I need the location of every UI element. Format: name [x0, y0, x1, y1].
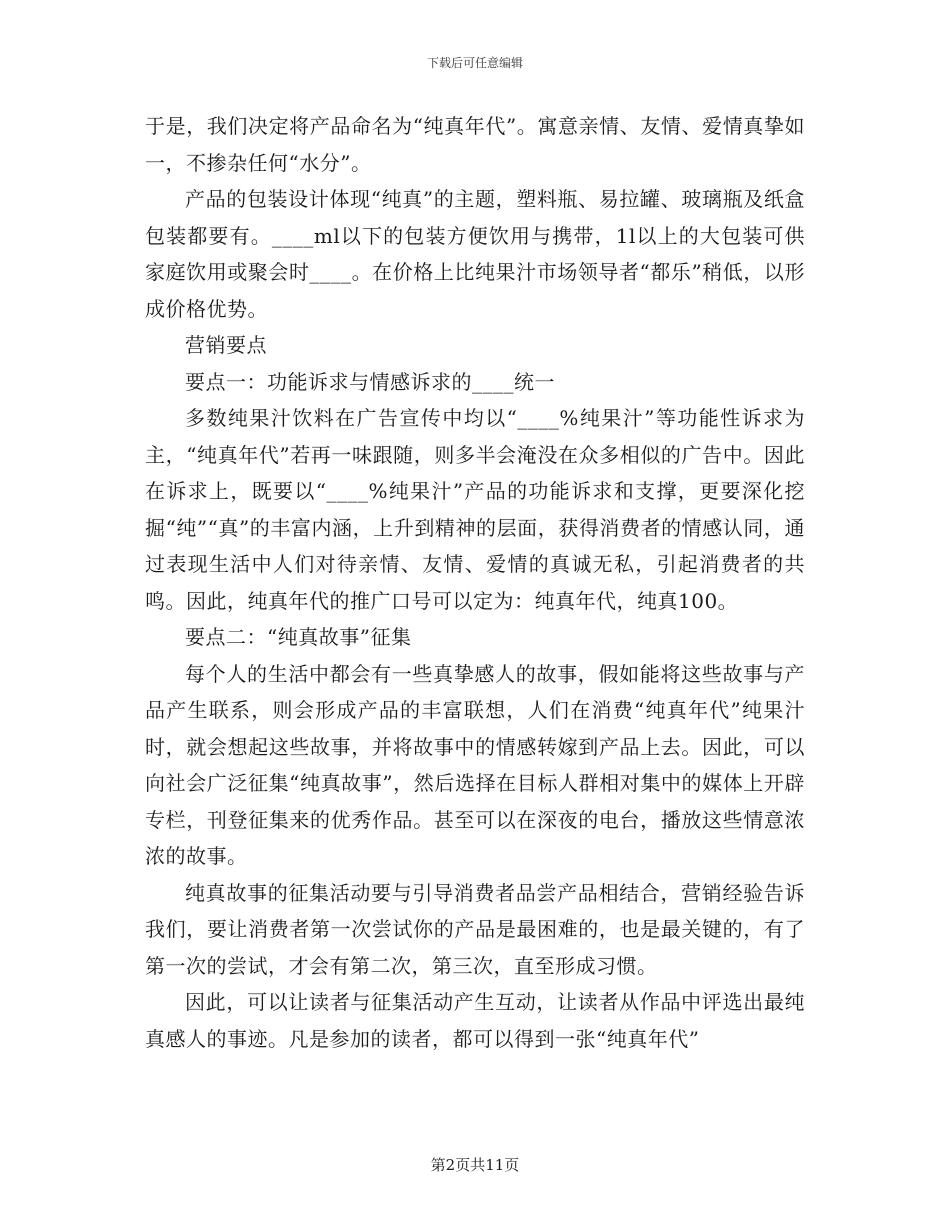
paragraph-appeal: 多数纯果汁饮料在广告宣传中均以“____%纯果汁”等功能性诉求为主，“纯真年代”若再一味跟随，则多半会淹没在众多相似的广告中。因此在诉求上，既要以“____%纯果汁”产品的功能诉求和支撑，更要深化挖掘“纯”“真”的丰富内涵，上升到精神的层面，获得消费者的情感认同，通过表现生活中人们对待亲情、友情、爱情的真诚无私，引起消费者的共鸣。因此，纯真年代的推广口号可以定为：纯真年代，纯真100。: [145, 406, 805, 613]
paragraph-stories: 每个人的生活中都会有一些真挚感人的故事，假如能将这些故事与产品产生联系，则会形成产品的丰富联想，人们在消费“纯真年代”纯果汁时，就会想起这些故事，并将故事中的情感转嫁到产品上去。因此，可以向社会广泛征集“纯真故事”，然后选择在目标人群相对集中的媒体上开辟专栏，刊登征集来的优秀作品。甚至可以在深夜的电台，播放这些情意浓浓的故事。: [145, 661, 805, 868]
paragraph-product-name: 于是，我们决定将产品命名为“纯真年代”。寓意亲情、友情、爱情真挚如一，不掺杂任何“水分”。: [145, 114, 805, 175]
subheading-point-one: 要点一：功能诉求与情感诉求的____统一: [185, 369, 555, 394]
paragraph-packaging: 产品的包装设计体现“纯真”的主题，塑料瓶、易拉罐、玻璃瓶及纸盒包装都要有。____ml以下的包装方便饮用与携带，1l以上的大包装可供家庭饮用或聚会时____。在价格上比纯果汁市场领导者“都乐”稍低，以形成价格优势。: [145, 187, 805, 321]
page-number: 第2页共11页: [430, 1156, 520, 1174]
document-body: [145, 108, 805, 1057]
section-heading-marketing: 营销要点: [185, 333, 267, 357]
paragraph-tasting: 纯真故事的征集活动要与引导消费者品尝产品相结合，营销经验告诉我们，要让消费者第一次尝试你的产品是最困难的，也是最关键的，有了第一次的尝试，才会有第二次，第三次，直至形成习惯。: [145, 880, 805, 978]
subheading-point-two: 要点二：“纯真故事”征集: [185, 625, 412, 649]
page-header: 下载后可任意编辑: [426, 56, 523, 70]
paragraph-interaction: 因此，可以让读者与征集活动产生互动，让读者从作品中评选出最纯真感人的事迹。凡是参加的读者，都可以得到一张“纯真年代”: [145, 990, 805, 1051]
